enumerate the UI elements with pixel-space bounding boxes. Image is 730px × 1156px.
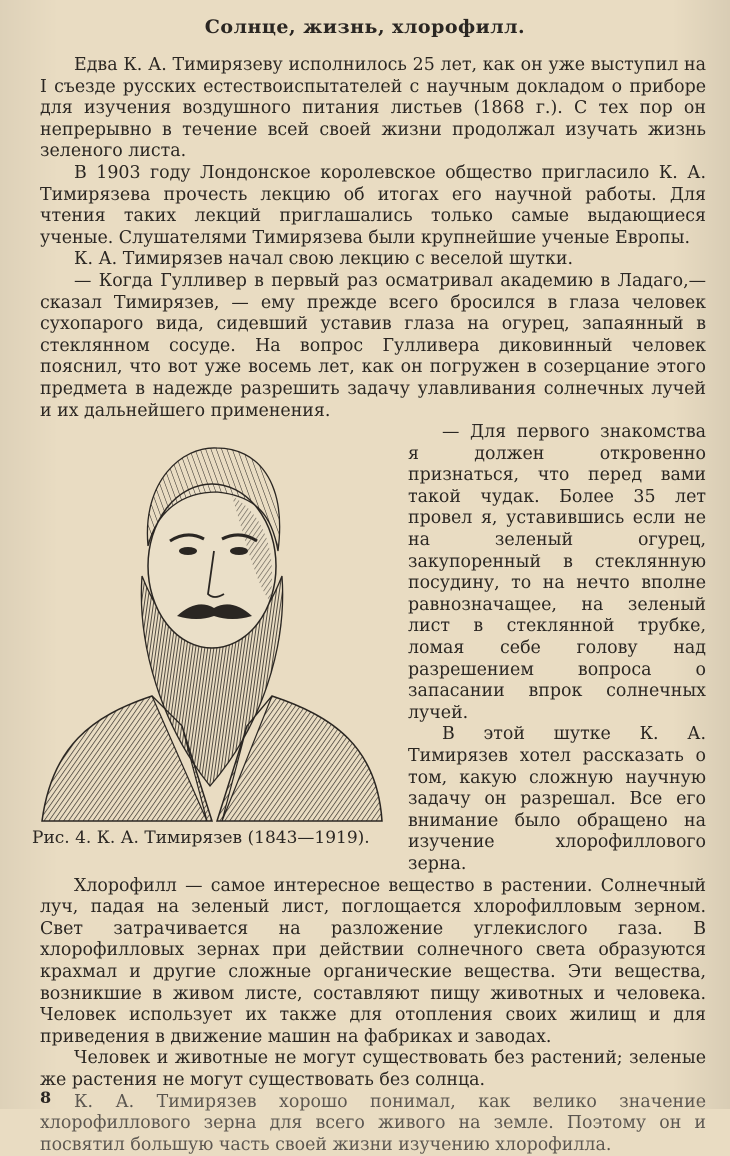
body-text [40, 55, 706, 1156]
paragraph: Хлорофилл — самое интересное вещество в растении. Солнечный луч, падая на зеленый лист, поглощается хлорофилловым зерном. Свет затрачивается на разложение углекислого газа. В хлорофилловых зернах при действии солнечного света образуются крахмал и другие сложные органические вещества. Эти вещества, возникшие в живом листе, составляют пищу животных и человека. Человек использует их также для отопления своих жилищ и для приведения в движение машин на фабриках и заводах. [40, 876, 706, 1049]
paragraph: Едва К. А. Тимирязеву исполнилось 25 лет, как он уже выступил на I съезде русских естествоиспытателей с научным докладом о приборе для изучения воздушного питания листьев (1868 г.). С тех пор он непрерывно в течение всей своей жизни продолжал изучать жизнь зеленого листа. [40, 55, 706, 163]
paragraph: К. А. Тимирязев хорошо понимал, как велико значение хлорофиллового зерна для всего живого на земле. Поэтому он и посвятил большую часть своей жизни изучению хлорофилла. [40, 1092, 706, 1156]
paragraph: — Для первого знакомства я должен откровенно признаться, что перед вами такой чудак. Более 35 лет провел я, уставившись если не на зеленый огурец, закупоренный в стеклянную посудину, то на нечто вполне равнозначащее, на зеленый лист в стеклянной трубке, ломая себе голову над разрешением вопроса о запасании впрок солнечных лучей. [40, 422, 706, 724]
paragraph: К. А. Тимирязев начал свою лекцию с веселой шутки. [40, 249, 706, 271]
paragraph [40, 271, 706, 422]
figure-caption: Рис. 4. К. А. Тимирязев (1843—1919). [32, 828, 392, 850]
paragraph: В этой шутке К. А. Тимирязев хотел рассказать о том, какую сложную научную задачу он разрешал. Все его внимание было обращено на изучение хлорофиллового зерна. [40, 724, 706, 875]
quote-text: — Когда Гулливер в первый раз осматривал академию в Ладаго,— сказал Тимирязев, — ему прежде всего бросился в глаза человек сухопарого вида, сидевший уставив глаза на огурец, запаянный в стеклянном сосуде. На вопрос Гулливера диковинный человек пояснил, что вот уже восемь лет, как он погружен в созерцание этого предмета в надежде разрешить задачу улавливания солнечных лучей и их дальнейшего применения. [40, 271, 706, 421]
running-header: Солнце, жизнь, хлорофилл. [0, 16, 730, 38]
portrait-figure [32, 426, 392, 858]
paragraph: Человек и животные не могут существовать без растений; зеленые же растения не могут существовать без солнца. [40, 1048, 706, 1091]
paragraph: В 1903 году Лондонское королевское общество пригласило К. А. Тимирязева прочесть лекцию об итогах его научной работы. Для чтения таких лекций приглашались только самые выдающиеся ученые. Слушателями Тимирязева были крупнейшие ученые Европы. [40, 163, 706, 249]
page-number: 8 [40, 1088, 51, 1107]
portrait-icon [32, 426, 392, 826]
